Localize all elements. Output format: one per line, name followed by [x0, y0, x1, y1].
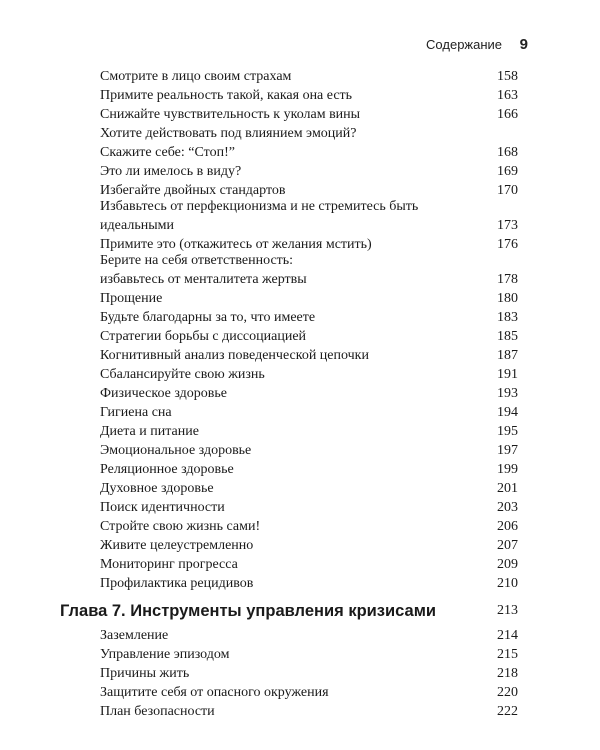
toc-entry-title [100, 441, 458, 460]
toc-entry [100, 346, 518, 365]
toc-entry-page: 169 [497, 164, 518, 179]
toc-entry-title [100, 289, 458, 308]
toc-entry-title [100, 251, 458, 289]
toc-entry-title [100, 308, 458, 327]
toc-entry-page: 195 [497, 424, 518, 439]
toc-entry-title-line: Примите реальность такой, какая она есть [100, 88, 353, 103]
toc-entry-title-line: Мониторинг прогресса [100, 557, 238, 572]
toc-entry-title-line: Причины жить [100, 666, 190, 681]
toc-entry-page: 176 [497, 237, 518, 252]
toc-entry-title [100, 197, 458, 235]
toc-entry [100, 327, 518, 346]
toc-entry [100, 645, 518, 664]
toc-entry-title-line: Диета и питание [100, 424, 199, 439]
toc-entry-title-line: Прощение [100, 291, 163, 306]
toc-entry-title-line: Профилактика рецидивов [100, 576, 254, 591]
toc-entry-page: 180 [497, 291, 518, 306]
toc-entry-title-line: Снижайте чувствительность к уколам вины [100, 107, 361, 122]
chapter-heading [60, 601, 518, 621]
toc-entry-title [100, 162, 458, 181]
toc-entry [100, 555, 518, 574]
toc-entry [100, 105, 518, 124]
toc-entry-title-line: Духовное здоровье [100, 481, 214, 496]
toc-entry-title-line: Избавьтесь от перфекционизма и не стремитесь быть [100, 199, 419, 214]
toc-entry [100, 441, 518, 460]
running-header [426, 36, 528, 53]
toc-entry-title [100, 346, 458, 365]
toc-entry-title [100, 479, 458, 498]
toc-entry-title [100, 574, 458, 593]
toc-entry [100, 702, 518, 721]
toc-entry-title [100, 86, 458, 105]
toc-entry-page: 158 [497, 69, 518, 84]
toc-entry-page: 187 [497, 348, 518, 363]
toc-entry-title-line: Это ли имелось в виду? [100, 164, 242, 179]
toc-entry-title [100, 422, 458, 441]
toc-entry-page: 218 [497, 666, 518, 681]
toc-entry-page: 170 [497, 183, 518, 198]
toc-entry-title [100, 384, 458, 403]
toc-entry [100, 460, 518, 479]
toc-entry [100, 664, 518, 683]
toc-entry-title-line: Стратегии борьбы с диссоциацией [100, 329, 307, 344]
toc-entry-page: 209 [497, 557, 518, 572]
toc-entry-title-line: Будьте благодарны за то, что имеете [100, 310, 316, 325]
toc-entry-title [100, 645, 458, 664]
toc-entry-page: 210 [497, 576, 518, 591]
toc-entry-page: 207 [497, 538, 518, 553]
toc-entry-page: 193 [497, 386, 518, 401]
toc-entry [100, 683, 518, 702]
toc-entry-title-line: План безопасности [100, 704, 215, 719]
toc-entry [100, 403, 518, 422]
toc-entry-title-line: Избегайте двойных стандартов [100, 183, 286, 198]
toc-entry [100, 67, 518, 86]
toc-entry [100, 422, 518, 441]
toc-entry-title [100, 327, 458, 346]
toc-entry [100, 365, 518, 384]
toc-entry-title-line: идеальными [100, 218, 174, 233]
toc-entry-page: 178 [497, 272, 518, 287]
toc-entry [100, 251, 518, 289]
toc-entry-title [100, 702, 458, 721]
toc-entry-title [100, 498, 458, 517]
toc-entry [100, 86, 518, 105]
toc-entry-title-line: Скажите себе: “Стоп!” [100, 145, 235, 160]
toc-entry-title-line: Гигиена сна [100, 405, 172, 420]
toc-entry-title-line: Заземление [100, 628, 169, 643]
header-page-number: 9 [519, 36, 528, 53]
toc-entry [100, 479, 518, 498]
toc-entry-title [100, 536, 458, 555]
toc-entry-title-line: Физическое здоровье [100, 386, 227, 401]
toc-entry-title-line: Хотите действовать под влиянием эмоций? [100, 126, 357, 141]
toc-entry-title [100, 555, 458, 574]
toc-entry-title-line: избавьтесь от менталитета жертвы [100, 272, 307, 287]
toc-entry-page: 191 [497, 367, 518, 382]
toc-entry-page: 206 [497, 519, 518, 534]
toc-entry-title [100, 105, 458, 124]
toc-entry-title-line: Когнитивный анализ поведенческой цепочки [100, 348, 369, 363]
toc-entry-title-line: Защитите себя от опасного окружения [100, 685, 329, 700]
toc-entry-title-line: Смотрите в лицо своим страхам [100, 69, 292, 84]
toc-entry-title-line: Поиск идентичности [100, 500, 225, 515]
toc-entry [100, 124, 518, 162]
toc-entry-title-line: Берите на себя ответственность: [100, 253, 294, 268]
toc-entry [100, 536, 518, 555]
chapter-title: Глава 7. Инструменты управления кризисами [60, 602, 437, 620]
toc-entry-title-line: Живите целеустремленно [100, 538, 254, 553]
toc-entry-title-line: Управление эпизодом [100, 647, 230, 662]
toc-entry-page: 185 [497, 329, 518, 344]
toc-entry-page: 166 [497, 107, 518, 122]
toc-entry-title-line: Примите это (откажитесь от желания мстить) [100, 237, 372, 252]
toc-entry [100, 308, 518, 327]
toc-entry-title [100, 124, 458, 162]
toc-entry-page: 194 [497, 405, 518, 420]
toc-entry-title-line: Реляционное здоровье [100, 462, 234, 477]
toc-entry [100, 517, 518, 536]
toc-entry-title [100, 460, 458, 479]
toc-entry-page: 173 [497, 218, 518, 233]
toc-entry [100, 197, 518, 235]
toc-entry-page: 168 [497, 145, 518, 160]
toc-entry-page: 201 [497, 481, 518, 496]
toc-entry-page: 199 [497, 462, 518, 477]
toc-entry [100, 626, 518, 645]
toc-entry-title [100, 517, 458, 536]
toc-entry-page: 222 [497, 704, 518, 719]
toc-entry-title [100, 626, 458, 645]
toc-entry [100, 289, 518, 308]
toc-entry-page: 220 [497, 685, 518, 700]
toc-entry [100, 162, 518, 181]
section-title: Содержание [426, 37, 503, 52]
toc-entry-page: 163 [497, 88, 518, 103]
toc-entry-title-line: Эмоциональное здоровье [100, 443, 252, 458]
toc-entry [100, 384, 518, 403]
toc-entry-page: 214 [497, 628, 518, 643]
toc-entry-page: 203 [497, 500, 518, 515]
toc-entry-title [100, 683, 458, 702]
chapter-page: 213 [497, 603, 518, 618]
toc-entry-title [100, 403, 458, 422]
toc-entry-title [100, 365, 458, 384]
toc-entry-title-line: Сбалансируйте свою жизнь [100, 367, 265, 382]
toc-entry [100, 498, 518, 517]
toc-entry-page: 197 [497, 443, 518, 458]
toc-entry-title [100, 664, 458, 683]
toc-entry-page: 215 [497, 647, 518, 662]
toc-entry [100, 574, 518, 593]
toc-entry-title-line: Стройте свою жизнь сами! [100, 519, 261, 534]
toc-entry-title [100, 67, 458, 86]
toc-entry-page: 183 [497, 310, 518, 325]
